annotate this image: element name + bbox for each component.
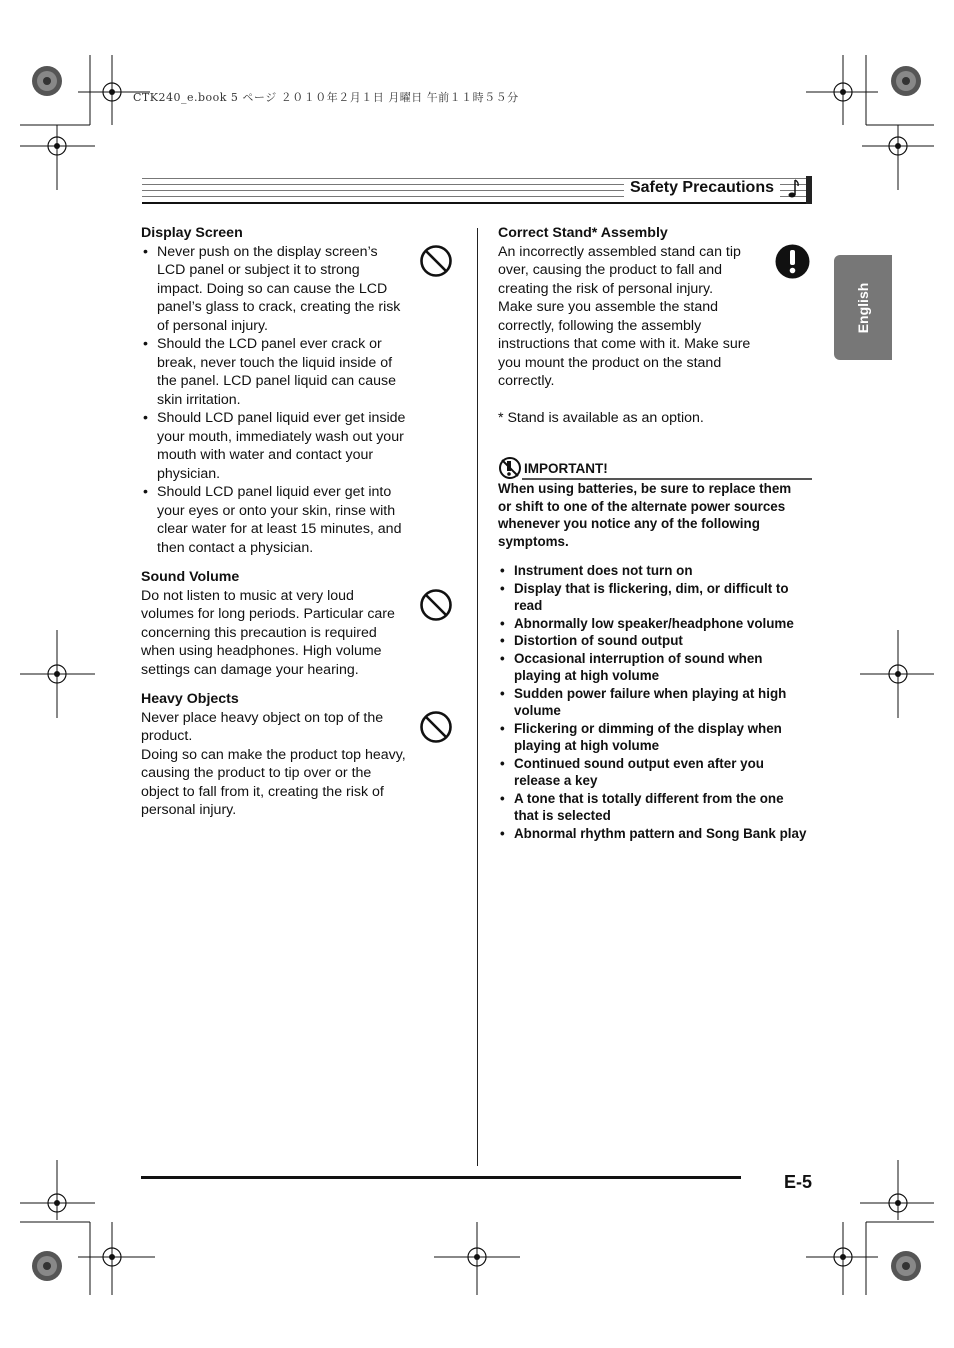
section-body: Do not listen to music at very loud volumes for long periods. Particular care concerning this precaution is required when using headphones. High volume settings can damage your hearing. [141,587,395,678]
section-body: Never place heavy object on top of the product. [141,709,384,744]
section-body: Make sure you assemble the stand correctly, following the assembly instructions that come with it. Make sure you mount the product on the stand correctly. [498,299,751,389]
sound-volume-section [141,568,409,679]
music-note-icon [786,178,800,200]
symptom-list [498,562,808,842]
list-item: • Flickering or dimming of the display when playing at high volume [498,720,808,755]
printer-slug-line: CTK240_e.book 5 ページ ２０１０年２月１日 月曜日 午前１１時５５分 [133,91,519,104]
list-item: • Occasional interruption of sound when playing at high volume [498,650,808,685]
important-intro: When using batteries, be sure to replace them or shift to one of the alternate power sources whenever you notice any of the following symptoms. [498,481,792,549]
bullet-list [141,243,409,558]
header-title: Safety Precautions [624,179,780,197]
prohibition-icon [419,588,453,622]
list-item: • Sudden power failure when playing at high volume [498,685,808,720]
right-column [498,224,766,427]
list-item: • Abnormally low speaker/headphone volume [498,615,808,633]
list-item: • A tone that is totally different from the one that is selected [498,790,808,825]
footnote: * Stand is available as an option. [498,409,704,426]
prohibition-icon [419,710,453,744]
list-item: • Should LCD panel liquid ever get inside your mouth, immediately wash out your mouth with water and contact your physician. [141,409,409,483]
footer-rule [141,1176,741,1179]
important-label: IMPORTANT! [524,461,608,476]
list-item: • Continued sound output even after you release a key [498,755,808,790]
section-header [142,176,812,204]
header-end-bar [806,176,812,204]
list-item: • Abnormal rhythm pattern and Song Bank play [498,825,808,843]
important-header [498,456,812,480]
section-heading: Heavy Objects [141,691,239,707]
language-tab [834,255,892,360]
list-item: • Should the LCD panel ever crack or break, never touch the liquid inside of the panel. LCD panel liquid can cause skin irritation. [141,335,409,409]
section-body: Doing so can make the product top heavy, causing the product to tip over or the object to fall from it, creating the risk of personal injury. [141,746,406,818]
section-heading: Sound Volume [141,569,240,585]
list-item: • Distortion of sound output [498,632,808,650]
stand-section [498,224,766,427]
section-body: An incorrectly assembled stand can tip over, causing the product to fall and creating the risk of personal injury. [498,243,741,297]
section-heading: Correct Stand* Assembly [498,225,668,241]
list-item: • Instrument does not turn on [498,562,808,580]
list-item: • Display that is flickering, dim, or difficult to read [498,580,808,615]
column-divider [477,228,478,1166]
exclamation-icon [775,244,810,279]
display-screen-section [141,224,409,557]
page-number: E-5 [784,1172,813,1192]
prohibition-icon [419,244,453,278]
important-icon [498,456,522,480]
language-tab-label: English [855,282,871,333]
list-item: • Should LCD panel liquid ever get into your eyes or onto your skin, rinse with clear water for at least 15 minutes, and then contact a physician. [141,483,409,557]
left-column [141,224,409,831]
section-heading: Display Screen [141,225,243,241]
heavy-objects-section [141,690,409,820]
symptom-list-container [498,562,808,842]
list-item: • Never push on the display screen’s LCD panel or subject it to strong impact. Doing so can cause the LCD panel’s glass to crack, creating the risk of personal injury. [141,243,409,336]
